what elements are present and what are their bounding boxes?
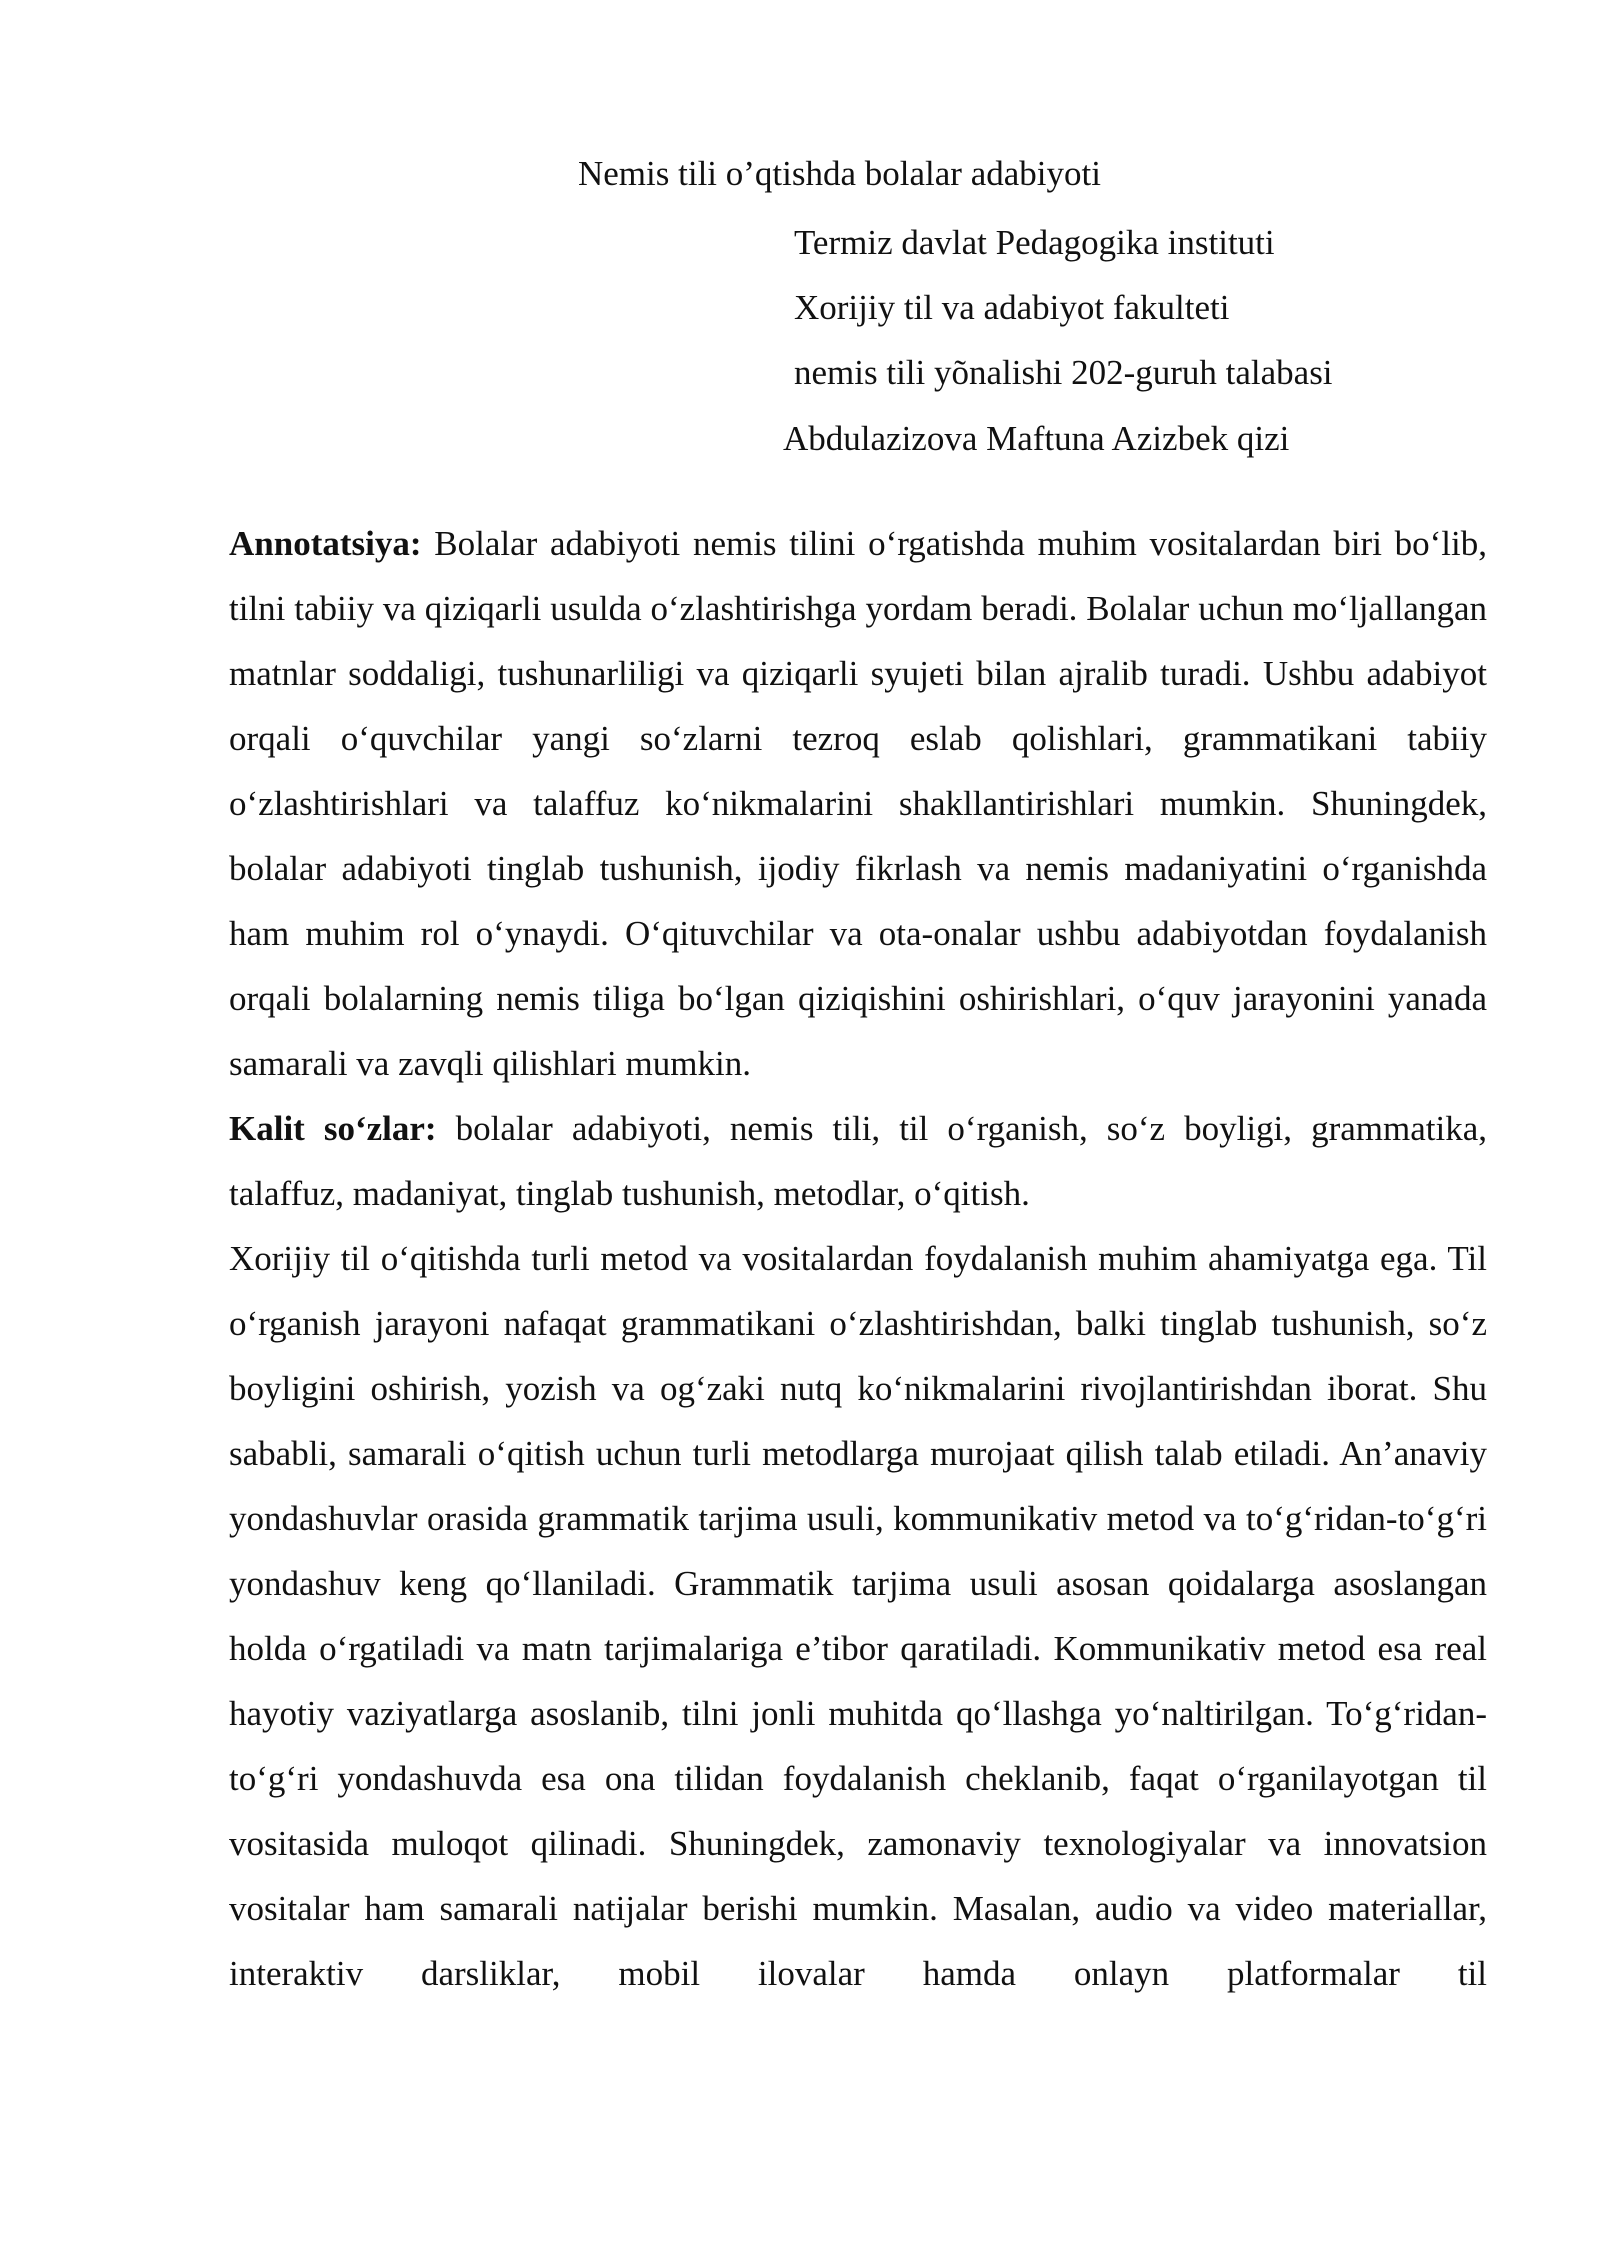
institute-line: Termiz davlat Pedagogika instituti	[794, 223, 1275, 262]
group-line: nemis tili yõnalishi 202-guruh talabasi	[794, 353, 1333, 392]
keywords-text: bolalar adabiyoti, nemis tili, til o‘rganish, so‘z boyligi, grammatika, talaffuz, madaniyat, tinglab tushunish, metodlar, o‘qitish.	[229, 1109, 1487, 1213]
annotation-paragraph	[229, 511, 1487, 1096]
author-line: Abdulazizova Maftuna Azizbek qizi	[783, 419, 1290, 458]
main-paragraph: Xorijiy til o‘qitishda turli metod va vositalardan foydalanish muhim ahamiyatga ega. Til o‘rganish jarayoni nafaqat grammatikani o‘zlashtirishdan, balki tinglab tushunish, so‘z boyligini oshirish, yozish va og‘zaki nutq ko‘nikmalarini rivojlantirishdan iborat. Shu sababli, samarali o‘qitish uchun turli metodlarga murojaat qilish talab etiladi. An’anaviy yondashuvlar orasida grammatik tarjima usuli, kommunikativ metod va to‘g‘ridan-to‘g‘ri yondashuv keng qo‘llaniladi. Grammatik tarjima usuli asosan qoidalarga asoslangan holda o‘rgatiladi va matn tarjimalariga e’tibor qaratiladi. Kommunikativ metod esa real hayotiy vaziyatlarga asoslanib, tilni jonli muhitda qo‘llashga yo‘naltirilgan. To‘g‘ridan-to‘g‘ri yondashuvda esa ona tilidan foydalanish cheklanib, faqat o‘rganilayotgan til vositasida muloqot qilinadi. Shuningdek, zamonaviy texnologiyalar va innovatsion vositalar ham samarali natijalar berishi mumkin. Masalan, audio va video materiallar, interaktiv darsliklar, mobil ilovalar hamda onlayn platformalar til	[229, 1239, 1487, 1993]
keywords-paragraph	[229, 1096, 1487, 1226]
annotation-label: Annotatsiya:	[229, 524, 422, 563]
document-title: Nemis tili o’qtishda bolalar adabiyoti	[578, 154, 1101, 193]
faculty-line: Xorijiy til va adabiyot fakulteti	[794, 288, 1230, 327]
annotation-text: Bolalar adabiyoti nemis tilini o‘rgatishda muhim vositalardan biri bo‘lib, tilni tabiiy va qiziqarli usulda o‘zlashtirishga yordam beradi. Bolalar uchun mo‘ljallangan matnlar soddaligi, tushunarliligi va qiziqarli syujeti bilan ajralib turadi. Ushbu adabiyot orqali o‘quvchilar yangi so‘zlarni tezroq eslab qolishlari, grammatikani tabiiy o‘zlashtirishlari va talaffuz ko‘nikmalarini shakllantirishlari mumkin. Shuningdek, bolalar adabiyoti tinglab tushunish, ijodiy fikrlash va nemis madaniyatini o‘rganishda ham muhim rol o‘ynaydi. O‘qituvchilar va ota-onalar ushbu adabiyotdan foydalanish orqali bolalarning nemis tiliga bo‘lgan qiziqishini oshirishlari, o‘quv jarayonini yanada samarali va zavqli qilishlari mumkin.	[229, 524, 1487, 1083]
keywords-label: Kalit so‘zlar:	[229, 1109, 437, 1148]
